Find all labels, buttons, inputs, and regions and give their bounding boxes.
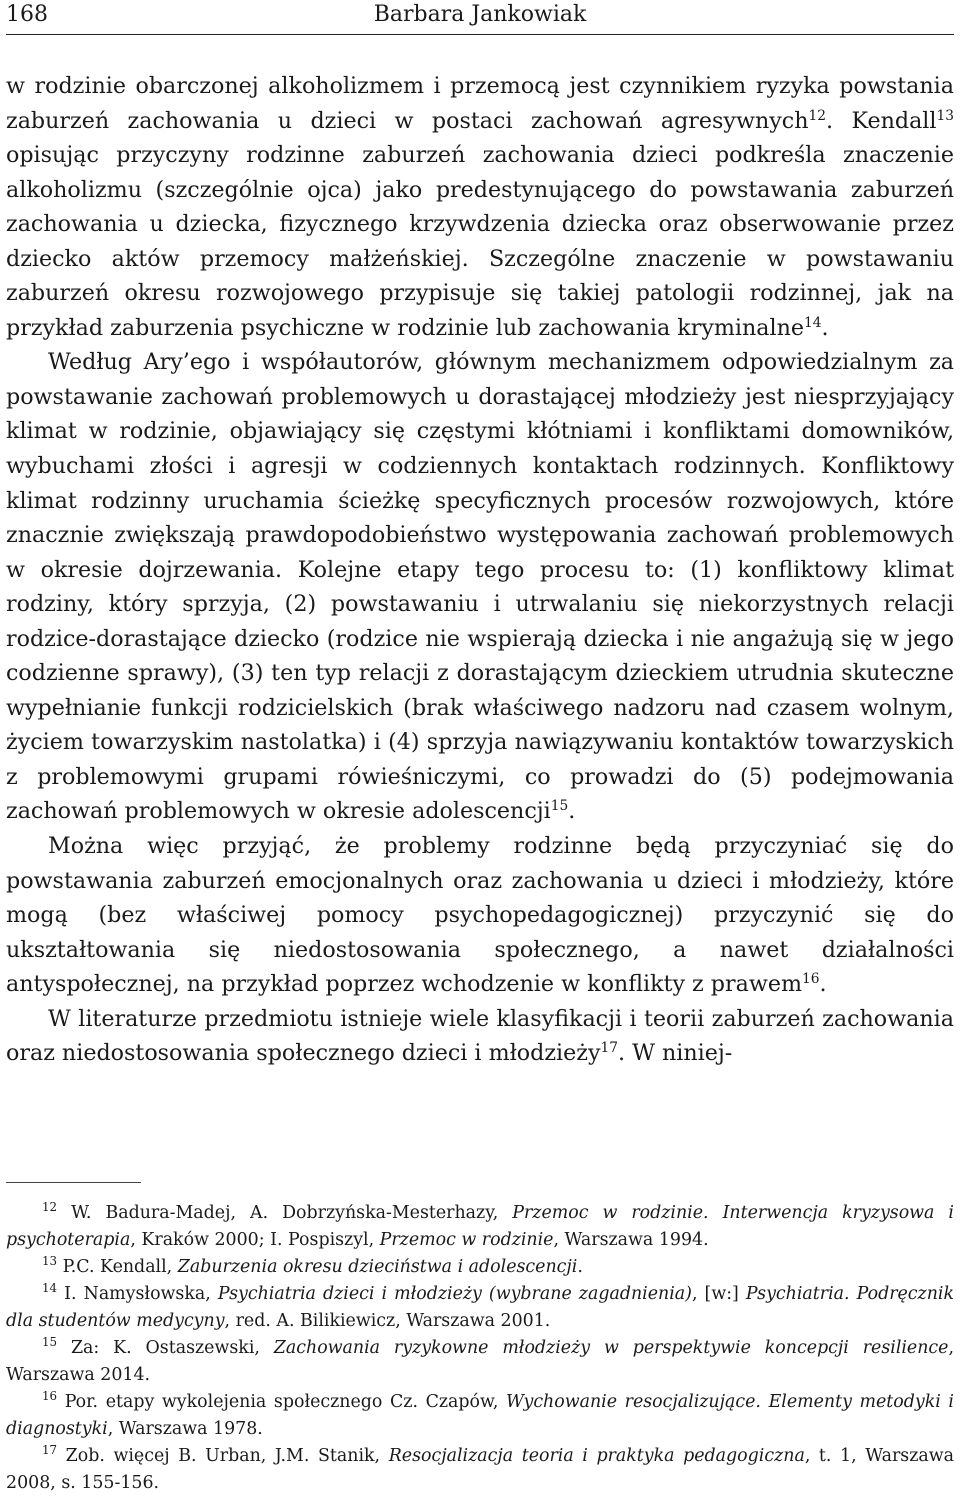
text-run: . Kendall bbox=[826, 107, 937, 134]
body-paragraph bbox=[6, 345, 954, 829]
text-run: opisując przyczyny rodzinne zaburzeń zachowania dzieci podkreśla znaczenie alkoholizmu (szczególnie ojca) jako predestynującego do powstawania zaburzeń zachowania u dziecka, fizycznego krzywdzenia dziecka oraz obserwowanie przez dziecko aktów przemocy małżeńskiej. Szczególne znaczenie w powstawaniu zaburzeń okresu rozwojowego przypisuje się takiej patologii rodzinnej, jak na przykład zaburzenia psychiczne w rodzinie lub zachowania kryminalne bbox=[6, 142, 954, 341]
body-paragraph bbox=[6, 69, 954, 345]
text-run: . bbox=[568, 798, 576, 825]
text-run: . bbox=[821, 314, 829, 341]
text-run: , t. 1, Warszawa 2008, s. 155-156. bbox=[6, 1446, 954, 1493]
footnote-ref: 13 bbox=[936, 107, 954, 124]
body-paragraph bbox=[6, 829, 954, 1002]
text-run: Można więc przyjąć, że problemy rodzinne będą przyczyniać się do powstawania zaburzeń emocjonalnych oraz zachowania u dzieci i młodzieży, które mogą (bez właściwej pomocy psychopedagogicznej) przyczynić się do ukształtowania się niedostosowania społecznego, a nawet działalności antyspołecznej, na przykład poprzez wchodzenie w konflikty z prawem bbox=[6, 833, 954, 998]
text-run: , Warszawa 1978. bbox=[107, 1419, 263, 1439]
footnote-number: 17 bbox=[42, 1442, 58, 1457]
text-run: , Warszawa 2014. bbox=[6, 1338, 954, 1385]
footnote-number: 16 bbox=[42, 1388, 58, 1403]
footnote-separator bbox=[6, 1182, 141, 1183]
italic-title: Psychiatria dzieci i młodzieży (wybrane zagadnienia) bbox=[217, 1284, 692, 1304]
footnote-16 bbox=[6, 1389, 954, 1443]
text-run: Por. etapy wykolejenia społecznego Cz. Czapów, bbox=[64, 1392, 506, 1412]
footnote-ref: 15 bbox=[550, 798, 569, 815]
footnotes bbox=[6, 1200, 954, 1497]
text-run: Zob. więcej B. Urban, J.M. Stanik, bbox=[65, 1446, 389, 1466]
body-paragraph bbox=[6, 1002, 954, 1071]
footnote-ref: 17 bbox=[600, 1040, 619, 1057]
italic-title: Zaburzenia okresu dzieciństwa i adolescencji bbox=[177, 1257, 578, 1277]
page-number: 168 bbox=[6, 2, 48, 27]
footnote-13 bbox=[6, 1254, 954, 1281]
text-run: . bbox=[819, 971, 827, 998]
footnote-ref: 16 bbox=[802, 970, 820, 987]
text-run: I. Namysłowska, bbox=[64, 1284, 218, 1304]
footnote-ref: 14 bbox=[804, 314, 822, 331]
text-run: P.C. Kendall, bbox=[62, 1257, 178, 1277]
italic-title: Zachowania ryzykowne młodzieży w perspektywie koncepcji resilience bbox=[273, 1338, 949, 1358]
main-text bbox=[6, 69, 954, 1071]
footnote-number: 13 bbox=[42, 1253, 58, 1268]
italic-title: Resocjalizacja teoria i praktyka pedagogiczna bbox=[388, 1446, 805, 1466]
text-run: , red. A. Bilikiewicz, Warszawa 2001. bbox=[224, 1311, 551, 1331]
text-run: , Kraków 2000; I. Pospiszyl, bbox=[130, 1230, 380, 1250]
footnote-14 bbox=[6, 1281, 954, 1335]
italic-title: Psychiatria. Podręcznik dla studentów medycyny bbox=[6, 1284, 955, 1331]
text-run: , Warszawa 1994. bbox=[553, 1230, 709, 1250]
footnote-number: 14 bbox=[42, 1280, 58, 1295]
italic-title: Wychowanie resocjalizujące. Elementy metodyki i diagnostyki bbox=[6, 1392, 954, 1439]
footnote-ref: 12 bbox=[808, 107, 826, 124]
footnote-number: 12 bbox=[42, 1199, 58, 1214]
text-run: Według Ary’ego i współautorów, głównym mechanizmem odpowiedzialnym za powstawanie zachowań problemowych u dorastającej młodzieży jest niesprzyjający klimat w rodzinie, objawiający się częstymi kłótniami i konfliktami domowników, wybuchami złości i agresji w codziennych kontaktach rodzinnych. Konfliktowy klimat rodzinny uruchamia ścieżkę specyficznych procesów rozwojowych, które znacznie zwiększają prawdopodobieństwo występowania zachowań problemowych w okresie dojrzewania. Kolejne etapy tego procesu to: (1) konfliktowy klimat rodziny, który sprzyja, (2) powstawaniu i utrwalaniu się niekorzystnych relacji rodzice-dorastające dziecko (rodzice nie wspierają dziecka i nie angażują się w jego codzienne sprawy), (3) ten typ relacji z dorastającym dzieckiem utrudnia skuteczne wypełnianie funkcji rodzicielskich (brak właściwego nadzoru nad czasem wolnym, życiem towarzyskim nastolatka) i (4) sprzyja nawiązywaniu kontaktów towarzyskich z problemowymi grupami rówieśniczymi, co prowadzi do (5) podejmowania zachowań problemowych w okresie adolescencji bbox=[6, 349, 954, 825]
text-run: W literaturze przedmiotu istnieje wiele klasyfikacji i teorii zaburzeń zachowania oraz niedostosowania społecznego dzieci i młodzieży bbox=[6, 1005, 954, 1067]
text-run: Za: K. Ostaszewski, bbox=[70, 1338, 274, 1358]
footnote-17 bbox=[6, 1443, 954, 1497]
footnote-15 bbox=[6, 1335, 954, 1389]
text-run: w rodzinie obarczonej alkoholizmem i przemocą jest czynnikiem ryzyka powstania zaburzeń zachowania u dzieci w postaci zachowań agresywnych bbox=[6, 73, 954, 134]
footnote-12 bbox=[6, 1200, 954, 1254]
running-header bbox=[6, 0, 954, 35]
text-run: W. Badura-Madej, A. Dobrzyńska-Mesterhazy, bbox=[71, 1203, 513, 1223]
text-run: . bbox=[577, 1257, 583, 1277]
footnote-number: 15 bbox=[42, 1334, 58, 1349]
text-run: , [w:] bbox=[691, 1284, 746, 1304]
italic-title: Przemoc w rodzinie. Interwencja kryzysowa i psychoterapia bbox=[6, 1203, 954, 1250]
running-header-author: Barbara Jankowiak bbox=[373, 2, 587, 27]
italic-title: Przemoc w rodzinie bbox=[379, 1230, 554, 1250]
text-run: . W niniej- bbox=[618, 1040, 733, 1067]
